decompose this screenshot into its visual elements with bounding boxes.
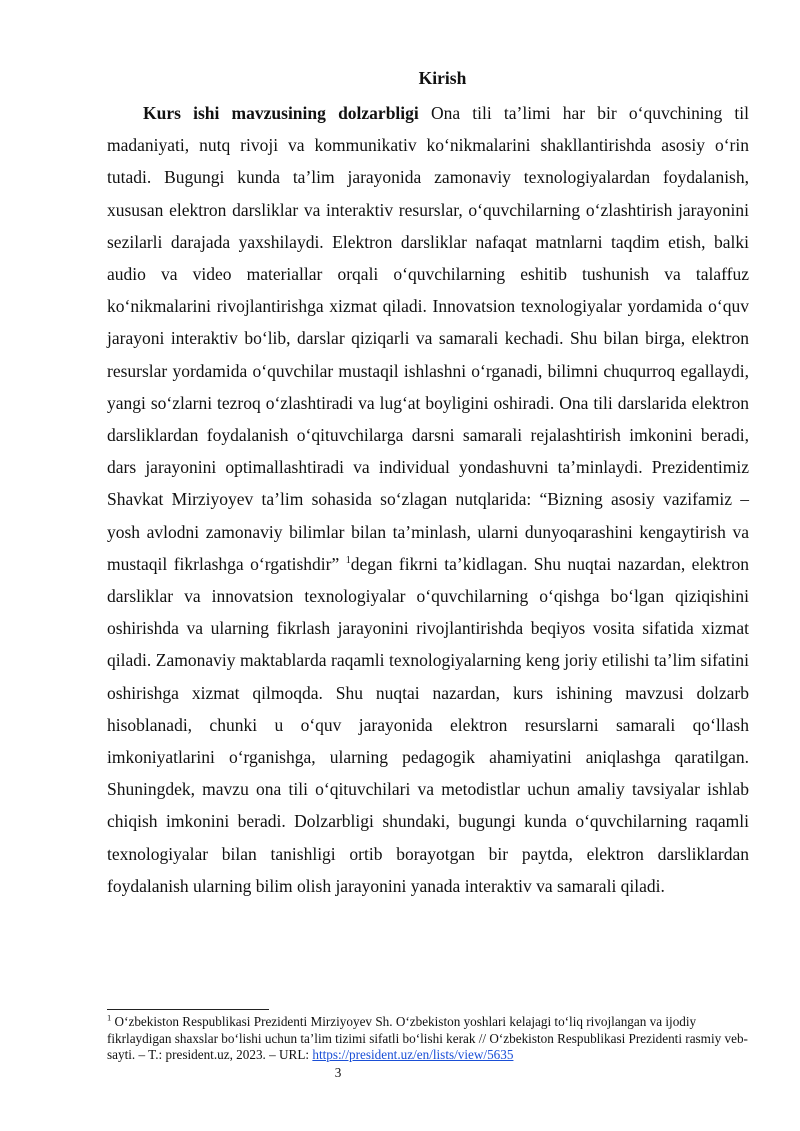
section-heading: Kirish — [418, 68, 467, 88]
body-text-part-2: degan fikrni ta’kidlagan. Shu nuqtai nazardan, elektron darsliklar va innovatsion texnologiyalar o‘quvchilarning o‘qishga bo‘lgan qiziqishini oshirishda va ularning fikrlash jarayonini rivojlantirishda beqiyos vosita sifatida xizmat qiladi. Zamonaviy maktablarda raqamli texnologiyalarning keng joriy etilishi ta’lim sifatini oshirishga xizmat qilmoqda. Shu nuqtai nazardan, kurs ishining mavzusi dolzarb hisoblanadi, chunki u o‘quv jarayonida elektron resurslarni samarali qo‘llash imkoniyatlarini o‘rganishga, ularning pedagogik ahamiyatini aniqlashga qaratilgan. Shuningdek, mavzu ona tili o‘qituvchilari va metodistlar uchun amaliy tavsiyalar ishlab chiqish imkonini beradi. Dolzarbligi shundaki, bugungi kunda o‘quvchilarning raqamli texnologiyalar bilan tanishligi ortib borayotgan bir paytda, elektron darsliklardan foydalanish ularning bilim olish jarayonini yanada interaktiv va samarali qiladi. — [107, 553, 749, 896]
footnote-marker: 1 — [107, 1012, 112, 1023]
footnote-text: O‘zbekiston Respublikasi Prezidenti Mirziyoyev Sh. O‘zbekiston yoshlari kelajagi to‘liq rivojlangan va ijodiy fikrlaydigan shaxslar bo‘lishi uchun ta’lim tizimi sifatli bo‘lishi kerak // O‘zbekiston Respublikasi Prezidenti rasmiy veb-sayti. – T.: president.uz, 2023. – URL: — [107, 1014, 748, 1062]
footnote-separator — [107, 1009, 269, 1010]
footnote-link[interactable]: https://president.uz/en/lists/view/5635 — [312, 1047, 514, 1062]
footnote-reference[interactable]: 1 — [345, 555, 351, 567]
footnote — [107, 1014, 749, 1064]
lead-phrase: Kurs ishi mavzusining dolzarbligi — [143, 103, 419, 123]
body-text-part-1: Ona tili ta’limi har bir o‘quvchining til madaniyati, nutq rivoji va kommunikativ ko‘nikmalarini shakllantirishda asosiy o‘rin tutadi. Bugungi kunda ta’lim jarayonida zamonaviy texnologiyalardan foydalanish, xususan elektron darsliklar va interaktiv resurslar, o‘quvchilarning o‘zlashtirish jarayonini sezilarli darajada yaxshilaydi. Elektron darsliklar nafaqat matnlarni taqdim etish, balki audio va video materiallar orqali o‘quvchilarning eshitib tushunish va talaffuz ko‘nikmalarini rivojlantirishga xizmat qiladi. Innovatsion texnologiyalar yordamida o‘quv jarayoni interaktiv bo‘lib, darslar qiziqarli va samarali kechadi. Shu bilan birga, elektron resurslar yordamida o‘quvchilar mustaqil ishlashni o‘rganadi, bilimni chuqurroq egallaydi, yangi so‘zlarni tezroq o‘zlashtiradi va lug‘at boyligini oshiradi. Ona tili darslarida elektron darsliklardan foydalanish o‘qituvchilarga darsni samarali rejalashtirish imkonini beradi, dars jarayonini optimallashtiradi va individual yondashuvni ta’minlaydi. Prezidentimiz Shavkat Mirziyoyev ta’lim sohasida so‘zlagan nutqlarida: “Bizning asosiy vazifamiz – yosh avlodni zamonaviy bilimlar bilan ta’minlash, ularni dunyoqarashini kengaytirish va mustaqil fikrlashga o‘rgatishdir” — [107, 103, 749, 574]
body-paragraph — [107, 97, 749, 902]
page-number: 3 — [334, 1065, 342, 1080]
